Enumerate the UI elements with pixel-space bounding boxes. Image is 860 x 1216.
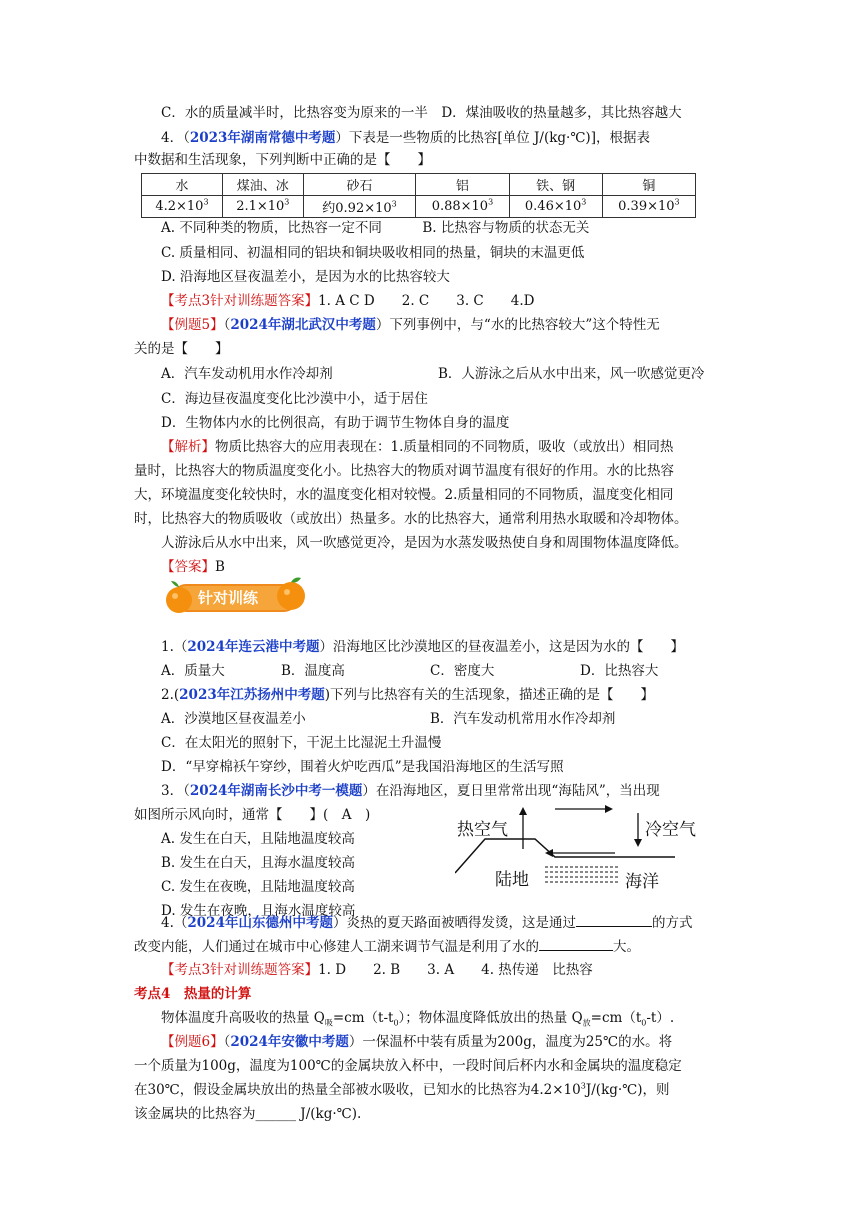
ex5-analysis-line5: 人游泳后从水中出来，风一吹感觉更冷，是因为水蒸发吸热使自身和周围物体温度降低。	[161, 535, 688, 551]
ex5-line1: 【例题5】（2024年湖北武汉中考题）下列事例中，与“水的比热容较大”这个特性无	[161, 317, 660, 333]
answers-text: 1. A C D 2. C 3. C 4.D	[318, 293, 535, 309]
ex5-option-a: A．汽车发动机用水作冷却剂	[161, 366, 333, 382]
t1-option-c: C．密度大	[430, 663, 495, 679]
practice-badge	[162, 576, 308, 616]
land-label: 陆地	[495, 870, 529, 890]
table-value-cell: $2.1\times 10^3$	[222, 196, 303, 218]
t4-source: 2024年山东德州中考题	[187, 915, 333, 931]
ex5-option-c: C．海边昼夜温度变化比沙漠中小，适于居住	[161, 391, 428, 407]
q3-option-cd: C．水的质量减半时，比热容变为原来的一半 D．煤油吸收的热量越多，其比热容越大	[161, 105, 682, 121]
q4-text-a: ）下表是一些物质的比热容[单位 J/(kg·℃)]，根据表	[335, 130, 650, 146]
t3-option-a: A. 发生在白天，且陆地温度较高	[161, 831, 355, 847]
t3-line2: 如图所示风向时，通常【 】( A )	[134, 807, 371, 823]
t2-source: 2023年江苏扬州中考题	[179, 687, 325, 703]
table-header-cell: 铜	[602, 174, 695, 196]
t3-option-d: D. 发生在夜晚，且海水温度较高	[161, 903, 356, 919]
t3-source: 2024年湖南长沙中考一模题	[189, 783, 363, 799]
t1-option-a: A．质量大	[161, 663, 225, 679]
table-header-cell: 铁、钢	[509, 174, 602, 196]
ex6-line3: 在30℃，假设金属块放出的热量全部被水吸收，已知水的比热容为$4.2\times 10^3J/(kg\cdot℃)$，则	[134, 1081, 670, 1098]
ex5-line2: 关的是【 】	[134, 341, 229, 357]
q4-option-ab: A. 不同种类的物质，比热容一定不同 B. 比热容与物质的状态无关	[161, 220, 590, 236]
ex5-answer: 【答案】B	[161, 559, 225, 575]
t1-source: 2024年连云港中考题	[187, 639, 320, 655]
hot-air-label: 热空气	[457, 820, 508, 840]
sea-label: 海洋	[625, 872, 659, 892]
table-value-cell: $0.39\times 10^3$	[602, 196, 695, 218]
answer-label: 【答案】	[161, 559, 215, 575]
specific-heat-table	[141, 173, 696, 218]
q4-source: 2023年湖南常德中考题	[189, 130, 336, 146]
answers-label: 【考点3针对训练题答案】	[161, 962, 319, 978]
answers-label: 【考点3针对训练题答案】	[161, 293, 319, 309]
ex5-analysis-line4: 时，比热容大的物质吸收（或放出）热量多。水的比热容大，通常利用热水取暖和冷却物体。	[134, 511, 688, 527]
t1-option-d: D．比热容大	[580, 663, 659, 679]
table-header-cell: 砂石	[303, 174, 416, 196]
answers-block-2	[161, 960, 593, 980]
table-value-cell: $0.88\times 10^3$	[416, 196, 509, 218]
ex5-label: 【例题5】	[161, 317, 224, 333]
cold-air-label: 冷空气	[645, 820, 696, 840]
answers-text: 1. D 2. B 3. A 4. 热传递 比热容	[318, 962, 593, 978]
answers-block-1	[161, 291, 534, 311]
table-value-cell: $4.2\times 10^3$	[142, 196, 223, 218]
t3-option-b: B. 发生在白天，且海水温度较高	[161, 855, 356, 871]
table-value-cell: 约$0.92\times 10^3$	[303, 196, 416, 218]
q4-option-d: D. 沿海地区昼夜温差小，是因为水的比热容较大	[161, 269, 450, 285]
ex5-analysis-line1: 【解析】物质比热容大的应用表现在：1.质量相同的不同物质，吸收（或放出）相同热	[161, 439, 674, 455]
t1-line1: 1.（2024年连云港中考题）沿海地区比沙漠地区的昼夜温差小，这是因为水的【 】	[161, 639, 684, 655]
ex5-source: 2024年湖北武汉中考题	[230, 317, 376, 333]
t2-option-a: A．沙漠地区昼夜温差小	[161, 711, 306, 727]
t4-line1: 4.（2024年山东德州中考题）炎热的夏天路面被晒得发烫，这是通过 的方式	[161, 912, 692, 933]
table-header-cell: 水	[142, 174, 223, 196]
blank-2	[539, 936, 613, 951]
ex5-analysis-line3: 大，环境温度变化较快时，水的温度变化相对较慢。2.质量相同的不同物质，温度变化相同	[134, 487, 674, 503]
t2-option-b: B．汽车发动机常用水作冷却剂	[430, 711, 616, 727]
t3-option-c: C. 发生在夜晚，且陆地温度较高	[161, 879, 355, 895]
blank-1	[576, 912, 652, 927]
answer-blank: ______	[255, 1106, 296, 1122]
ex6-line1: 【例题6】（2024年安徽中考题）一保温杯中装有质量为200g，温度为25℃的水。将	[161, 1034, 673, 1050]
ex6-line2: 一个质量为100g，温度为100℃的金属块放入杯中，一段时间后杯内水和金属块的温度稳定	[134, 1058, 682, 1074]
sea-land-breeze-figure	[455, 805, 715, 905]
q4-line1	[161, 128, 650, 148]
kp4-title: 考点4 热量的计算	[134, 986, 252, 1002]
table-value-row	[142, 196, 696, 218]
ex6-label: 【例题6】	[161, 1034, 224, 1050]
ex5-text-a: 下列事例中，与“水的比热容较大”这个特性无	[389, 317, 660, 333]
table-value-cell: $0.46\times 10^3$	[509, 196, 602, 218]
q4-line2: 中数据和生活现象，下列判断中正确的是【 】	[134, 152, 431, 168]
ex5-analysis-line2: 量时，比热容大的物质温度变化小。比热容大的物质对调节温度有很好的作用。水的比热容	[134, 463, 674, 479]
ex5-option-d: D．生物体内水的比例很高，有助于调节生物体自身的温度	[161, 415, 510, 431]
ex6-source: 2024年安徽中考题	[230, 1034, 349, 1050]
t2-option-d: D．“早穿棉袄午穿纱，围着火炉吃西瓜”是我国沿海地区的生活写照	[161, 759, 564, 775]
t3-line1: 3．（2024年湖南长沙中考一模题）在沿海地区，夏日里常常出现“海陆风”，当出现	[161, 783, 660, 799]
t1-option-b: B．温度高	[281, 663, 345, 679]
ex6-line4: 该金属块的比热容为______ J/(kg·℃).	[134, 1106, 362, 1122]
table-header-cell: 铝	[416, 174, 509, 196]
table-header-cell: 煤油、冰	[222, 174, 303, 196]
kp4-formula: 物体温度升高吸收的热量 $Q_吸=cm(t-t_0)$；物体温度降低放出的热量 $Q_放=cm(t_0-t)$.	[161, 1010, 675, 1028]
ex5-option-b: B．人游泳之后从水中出来，风一吹感觉更冷	[438, 366, 705, 382]
table-header-row	[142, 174, 696, 196]
analysis-label: 【解析】	[161, 439, 215, 455]
t2-line1: 2.(2023年江苏扬州中考题)下列与比热容有关的生活现象，描述正确的是【 】	[161, 687, 655, 703]
badge-text: 针对训练	[198, 589, 259, 607]
t2-option-c: C．在太阳光的照射下，干泥土比湿泥土升温慢	[161, 735, 442, 751]
q4-option-c: C. 质量相同、初温相同的铝块和铜块吸收相同的热量，铜块的末温更低	[161, 245, 585, 261]
t4-line2: 改变内能，人们通过在城市中心修建人工湖来调节气温是利用了水的 大。	[134, 936, 640, 957]
q4-num: 4．（	[161, 130, 190, 146]
